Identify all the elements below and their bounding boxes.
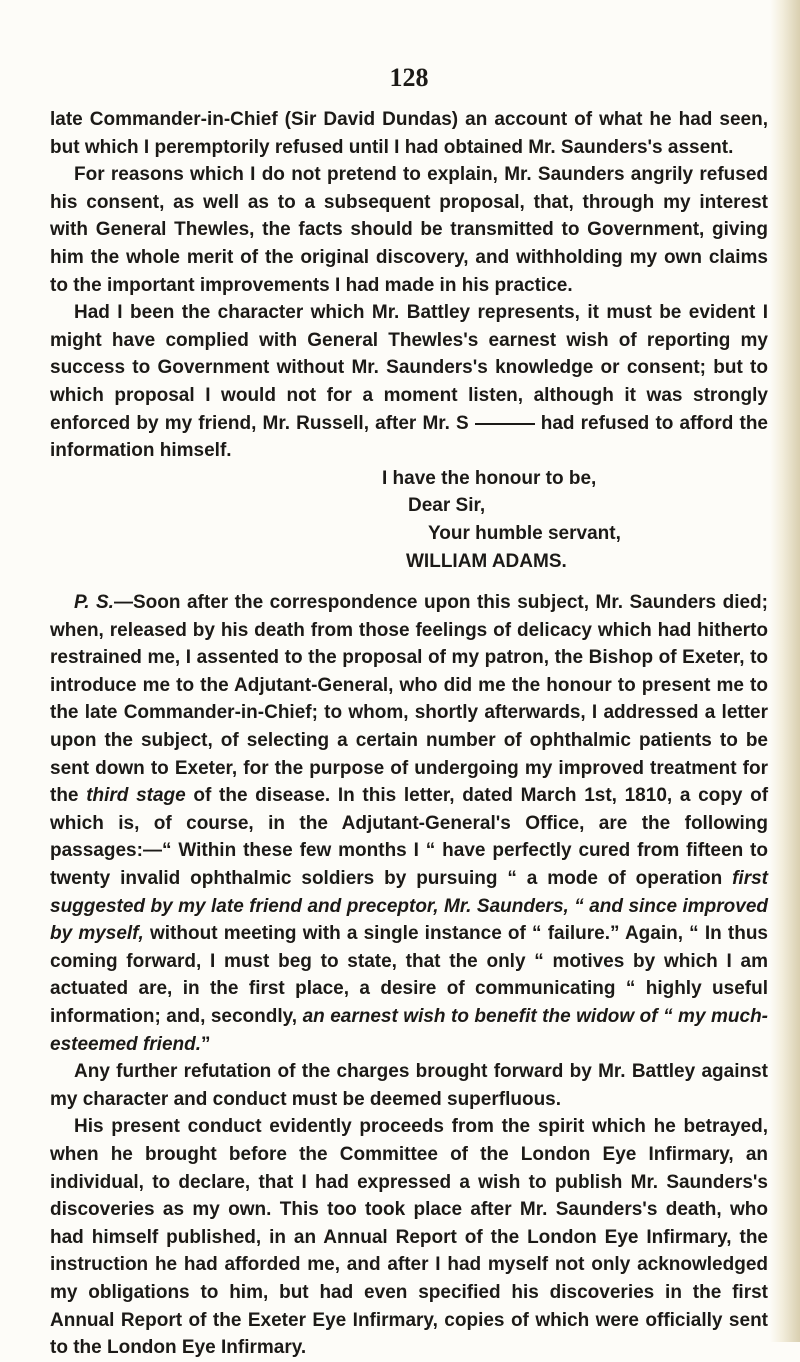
closing-line-servant: Your humble servant,	[428, 522, 621, 544]
page-number: 128	[389, 63, 429, 92]
postscript-emphasis-2: first suggested by my late friend and preceptor, Mr. Saunders, “ and since improved by myself,	[50, 868, 768, 945]
postscript-text-b: of the disease. In this letter, dated March 1st, 1810, a copy of which is, of course, in the Adjutant-General's Office, are the following passages:—“ Within these few months I “ have perfectly cured from fifteen to twenty invalid ophthalmic soldiers by pursuing “ a mode of operation	[50, 785, 769, 890]
letter-paragraph-1: late Commander-in-Chief (Sir David Dundas) an account of what he had seen, but which I peremptorily refused until I had obtained Mr. Saunders's assent.	[50, 109, 768, 158]
postscript-text-c: without meeting with a single instance of “ failure.” Again, “ In thus coming forward, I must beg to state, that the only “ motives by which I am actuated are, in the first place, a desire of communicating “ highly useful information; and, secondly,	[50, 923, 769, 1027]
postscript-label: P. S.	[74, 592, 114, 614]
book-page	[50, 0, 768, 1362]
postscript-emphasis-1: third stage	[86, 785, 186, 807]
letter-paragraph-3	[50, 299, 768, 465]
name-dash-rule	[475, 423, 535, 425]
letter-paragraph-2: For reasons which I do not pretend to explain, Mr. Saunders angrily refused his consent, as well as to a subsequent proposal, that, through my interest with General Thewles, the facts should be transmitted to Government, giving him the whole merit of the original discovery, and withholding my own claims to the important improvements I had made in his practice.	[50, 164, 768, 296]
letter-paragraph-3-text-a: Had I been the character which Mr. Battley represents, it must be evident I might have complied with General Thewles's earnest wish of reporting my success to Government without Mr. Saunders's knowledge or consent; but to which proposal I would not for a moment listen, although it was strongly enforced by my friend, Mr. Russell, after Mr. S	[50, 302, 768, 434]
postscript-paragraph-2: Any further refutation of the charges brought forward by Mr. Battley against my character and conduct must be deemed superfluous.	[50, 1061, 768, 1110]
closing-line-salutation: Dear Sir,	[408, 495, 486, 517]
letter-closing	[50, 465, 768, 575]
letter-paragraph-3-text-b: had refused to afford the information himself.	[50, 412, 768, 462]
postscript-text-a: —Soon after the correspondence upon this subject, Mr. Saunders died; when, released by his death from those feelings of delicacy which had hitherto restrained me, I assented to the proposal of my patron, the Bishop of Exeter, to introduce me to the Adjutant-General, who did me the honour to present me to the late Commander-in-Chief; to whom, shortly afterwards, I addressed a letter upon the subject, of selecting a certain number of ophthalmic patients to be sent down to Exeter, for the purpose of undergoing my improved treatment for the	[50, 592, 768, 807]
postscript-text-d: ”	[201, 1033, 211, 1055]
closing-signature: WILLIAM ADAMS.	[406, 550, 567, 572]
postscript-paragraph-3: His present conduct evidently proceeds from the spirit which he betrayed, when he brought before the Committee of the London Eye Infirmary, an individual, to declare, that I had expressed a wish to publish Mr. Saunders's discoveries as my own. This too took place after Mr. Saunders's death, who had himself published, in an Annual Report of the London Eye Infirmary, the instruction he had afforded me, and after I had myself not only acknowledged my obligations to him, but had even specified his discoveries in the first Annual Report of the Exeter Eye Infirmary, copies of which were officially sent to the London Eye Infirmary.	[50, 1116, 768, 1359]
postscript-paragraph-1	[50, 589, 768, 1058]
postscript-emphasis-3: an earnest wish to benefit the widow of “ my much-esteemed friend.	[50, 1006, 768, 1055]
page-edge-shadow	[770, 0, 800, 1342]
closing-line-honour: I have the honour to be,	[382, 467, 597, 489]
page-body	[50, 106, 768, 1362]
